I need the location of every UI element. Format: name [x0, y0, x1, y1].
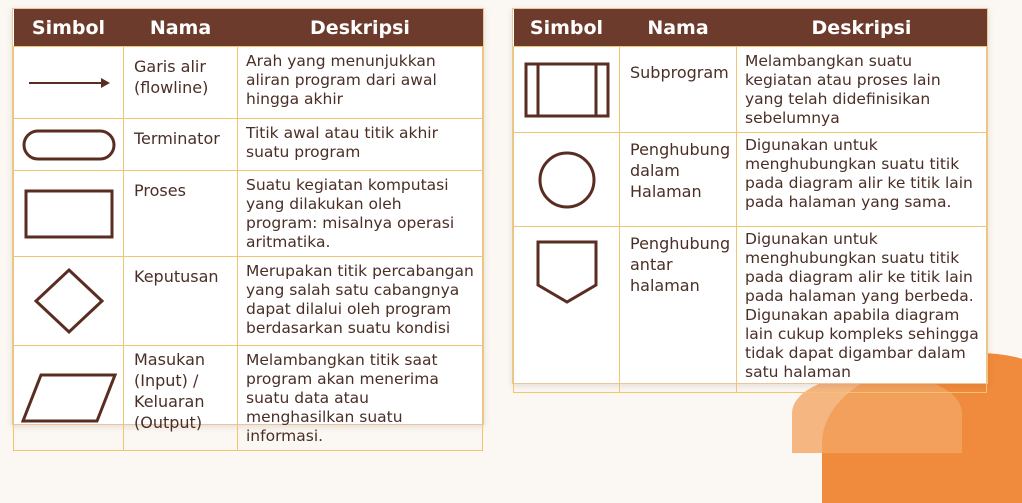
symbol-name: Penghubung antar halaman — [620, 227, 737, 393]
table-row — [14, 346, 483, 451]
table-row — [14, 119, 483, 171]
decision-diamond-icon — [33, 267, 105, 335]
symbol-description: Titik awal atau titik akhir suatu program — [238, 119, 483, 171]
table-header-row — [14, 9, 483, 47]
symbol-name: Subprogram — [620, 47, 737, 133]
header-description: Deskripsi — [238, 9, 483, 47]
symbol-description: Arah yang menunjukkan aliran program dari awal hingga akhir — [238, 47, 483, 119]
table-row — [14, 47, 483, 119]
symbol-description: Digunakan untuk menghubungkan suatu titik pada diagram alir ke titik lain pada halaman yang sama. — [737, 133, 987, 227]
flowline-arrow-icon — [27, 73, 111, 93]
table-row — [514, 133, 987, 227]
process-rectangle-icon — [24, 189, 114, 239]
off-page-connector-icon — [535, 239, 599, 305]
symbol-name: Keputusan — [124, 257, 238, 346]
table-header-row — [514, 9, 987, 47]
symbol-cell — [14, 171, 124, 257]
symbol-description: Suatu kegiatan komputasi yang dilakukan oleh program: misalnya operasi aritmatika. — [238, 171, 483, 257]
symbol-cell — [514, 47, 620, 133]
symbol-cell — [14, 257, 124, 346]
header-name: Nama — [124, 9, 238, 47]
symbol-cell — [514, 227, 620, 393]
symbol-cell — [14, 119, 124, 171]
symbol-description: Merupakan titik percabangan yang salah satu cabangnya dapat dilalui oleh program berdasarkan suatu kondisi — [238, 257, 483, 346]
symbol-description: Melambangkan titik saat program akan menerima suatu data atau menghasilkan suatu informasi. — [238, 346, 483, 451]
symbol-cell — [14, 346, 124, 451]
on-page-connector-circle-icon — [537, 150, 597, 210]
table-row — [514, 227, 987, 393]
symbol-name: Proses — [124, 171, 238, 257]
symbol-description: Digunakan untuk menghubungkan suatu titik pada diagram alir ke titik lain pada halaman yang berbeda. Digunakan apabila diagram lain cukup kompleks sehingga tidak dapat digambar dalam satu halaman — [737, 227, 987, 393]
symbol-name: Garis alir (flowline) — [124, 47, 238, 119]
input-output-parallelogram-icon — [21, 373, 117, 423]
flowchart-symbols-table-right — [512, 8, 988, 384]
symbol-name: Penghubung dalam Halaman — [620, 133, 737, 227]
terminator-icon — [22, 129, 116, 161]
header-symbol: Simbol — [14, 9, 124, 47]
subprogram-icon — [524, 62, 610, 118]
symbol-name: Masukan (Input) / Keluaran (Output) — [124, 346, 238, 451]
header-description: Deskripsi — [737, 9, 987, 47]
table-row — [14, 257, 483, 346]
symbol-description: Melambangkan suatu kegiatan atau proses lain yang telah didefinisikan sebelumnya — [737, 47, 987, 133]
table-row — [14, 171, 483, 257]
header-symbol: Simbol — [514, 9, 620, 47]
symbols-table — [513, 9, 987, 393]
symbol-cell — [14, 47, 124, 119]
table-row — [514, 47, 987, 133]
symbols-table — [13, 9, 483, 451]
header-name: Nama — [620, 9, 737, 47]
flowchart-symbols-table-left — [12, 8, 484, 445]
symbol-name: Terminator — [124, 119, 238, 171]
symbol-cell — [514, 133, 620, 227]
